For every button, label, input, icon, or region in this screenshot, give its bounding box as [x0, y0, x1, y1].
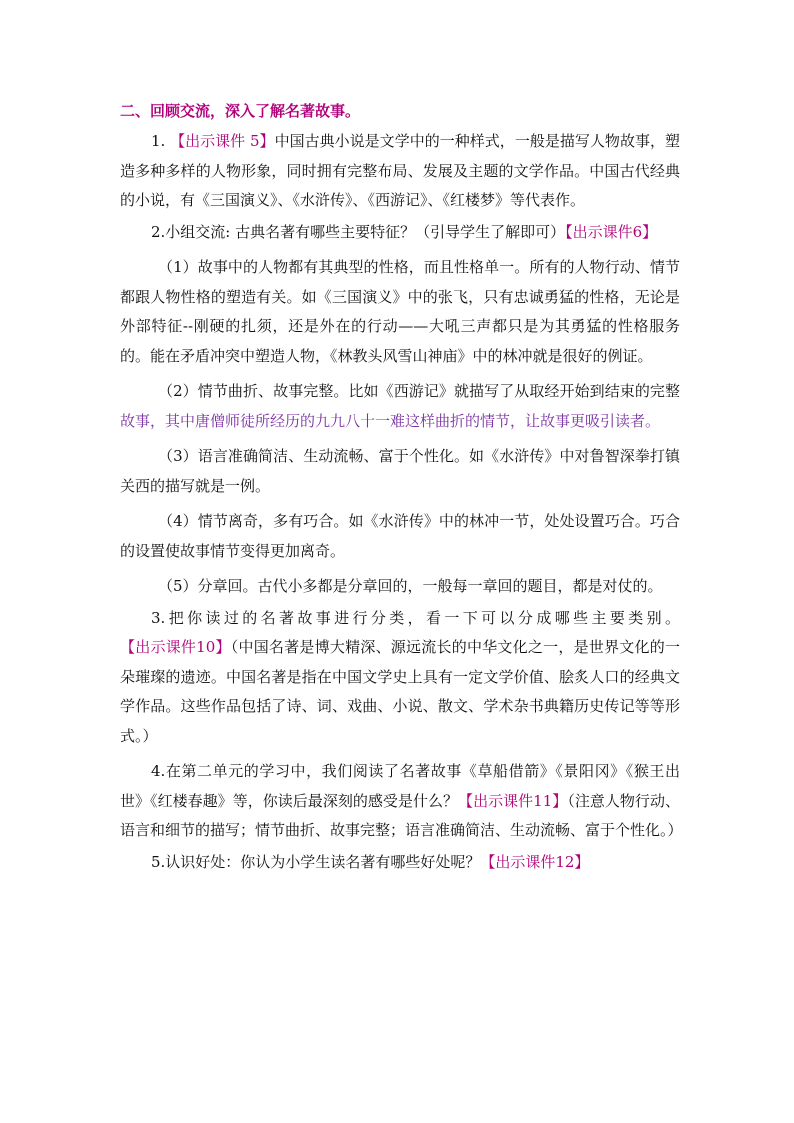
courseware-tag-5: 【出示课件 5】	[170, 132, 275, 150]
paragraph-4-text-a: 4.在第二单元的学习中，我们阅读了名著故事《草船借箭》《景阳冈》《猴王出世》《红楼春趣》等，你读后最深刻的感受是什么？	[120, 762, 680, 810]
feature-item-1	[120, 253, 680, 371]
document-content	[120, 100, 683, 879]
paragraph-3-text-b: （中国名著是博大精深、源远流长的中华文化之一，是世界文化的一朵璀璨的遗迹。中国名著是指在中国文学史上具有一定文学价值、脍炙人口的经典文学作品。这些作品包括了诗、词、戏曲、小说、散文、学术杂书典籍历史传记等等形式。）	[120, 638, 680, 745]
paragraph-1-number: 1.	[151, 132, 171, 150]
feature-item-3-text: （3）语言准确简洁、生动流畅、富于个性化。如《水浒传》中对鲁智深拳打镇关西的描写就是一例。	[120, 447, 680, 495]
paragraph-1-text: 中国古典小说是文学中的一种样式，一般是描写人物故事，塑造多种多样的人物形象，同时拥有完整布局、发展及主题的文学作品。中国古代经典的小说，有《三国演义》、《水浒传》、《西游记》、《红楼梦》等代表作。	[120, 132, 680, 209]
paragraph-4-text-b: （注意人物行动、语言和细节的描写；情节曲折、故事完整；语言准确简洁、生动流畅、富于个性化。）	[120, 791, 683, 839]
courseware-tag-12: 【出示课件12】	[480, 852, 590, 871]
paragraph-2	[120, 218, 680, 248]
paragraph-3	[120, 604, 680, 752]
courseware-tag-11: 【出示课件11】	[458, 791, 568, 810]
feature-item-4	[120, 507, 680, 566]
feature-item-2	[120, 377, 680, 436]
paragraph-1	[120, 127, 680, 216]
section-heading: 二、回顾交流，深入了解名著故事。	[120, 102, 361, 120]
paragraph-5	[120, 848, 680, 878]
paragraph-5-text: 5.认识好处：你认为小学生读名著有哪些好处呢？	[151, 852, 481, 871]
paragraph-3-text-a: 3.把你读过的名著故事进行分类，看一下可以分成哪些主要类别。	[151, 608, 680, 627]
courseware-tag-10: 【出示课件10】	[120, 638, 231, 656]
feature-item-1-text: （1）故事中的人物都有其典型的性格，而且性格单一。所有的人物行动、情节都跟人物性格的塑造有关。如《三国演义》中的张飞，只有忠诚勇猛的性格，无论是外部特征--刚硬的扎须，还是外在的行动——大吼三声都只是为其勇猛的性格服务的。能在矛盾冲突中塑造人物，《林教头风雪山神庙》中的林冲就是很好的例证。	[120, 258, 680, 365]
courseware-tag-6: 【出示课件6】	[565, 222, 658, 241]
feature-item-2-text-b: 故事，其中唐僧师徒所经历的九九八十一难这样曲折的情节，让故事更吸引读者。	[120, 411, 661, 430]
feature-item-4-text: （4）情节离奇，多有巧合。如《水浒传》中的林冲一节，处处设置巧合。巧合的设置使故事情节变得更加离奇。	[120, 512, 680, 560]
paragraph-4	[120, 757, 683, 846]
feature-item-2-text-a: （2）情节曲折、故事完整。比如《西游记》就描写了从取经开始到结束的完整	[158, 382, 680, 400]
paragraph-2-text: 2.小组交流: 古典名著有哪些主要特征？（引导学生了解即可）	[151, 222, 566, 241]
feature-item-3	[120, 442, 680, 501]
feature-item-5-text: （5）分章回。古代小多都是分章回的，一般每一章回的题目，都是对仗的。	[158, 577, 663, 595]
feature-item-5	[120, 572, 680, 602]
